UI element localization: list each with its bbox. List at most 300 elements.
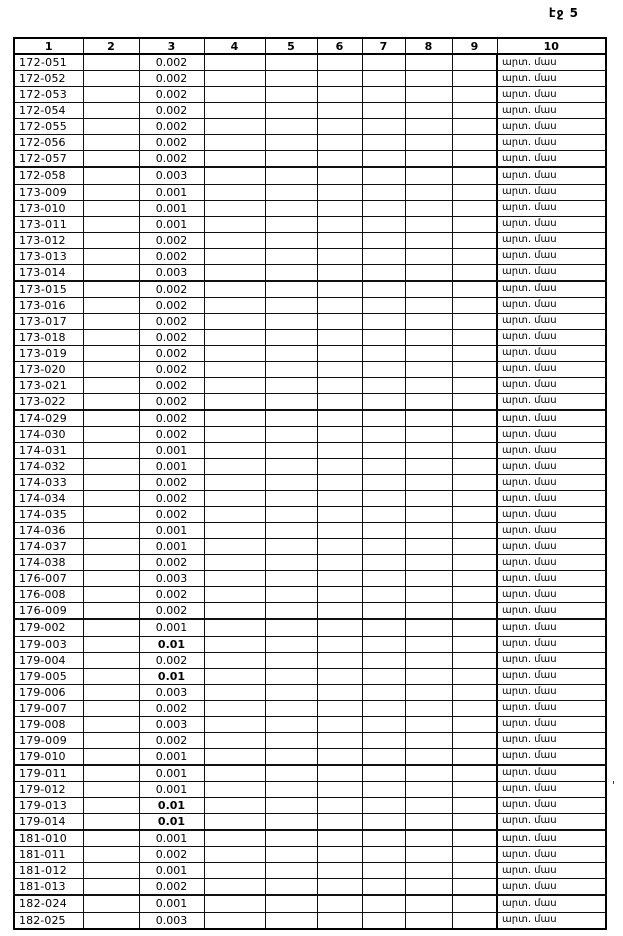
empty-cell	[452, 103, 497, 119]
empty-cell	[405, 216, 452, 232]
table-row	[14, 668, 606, 684]
empty-cell	[265, 410, 317, 427]
column-header: 5	[265, 38, 317, 54]
row-code-cell: 182-024	[14, 895, 83, 912]
empty-cell	[317, 329, 362, 345]
empty-cell	[362, 813, 405, 830]
empty-cell	[265, 863, 317, 879]
empty-cell	[265, 523, 317, 539]
row-value-cell: 0.002	[139, 71, 204, 87]
empty-cell	[405, 232, 452, 248]
row-note-cell: արտ. մաս	[497, 427, 606, 443]
row-value-cell: 0.002	[139, 281, 204, 298]
empty-cell	[83, 71, 139, 87]
row-note-cell: արտ. մաս	[497, 377, 606, 393]
empty-cell	[362, 216, 405, 232]
table-row	[14, 507, 606, 523]
row-value-cell: 0.002	[139, 491, 204, 507]
row-note-cell: արտ. մաս	[497, 491, 606, 507]
empty-cell	[83, 684, 139, 700]
empty-cell	[317, 507, 362, 523]
column-header: 6	[317, 38, 362, 54]
row-code-cell: 179-014	[14, 813, 83, 830]
empty-cell	[83, 297, 139, 313]
row-value-cell: 0.002	[139, 119, 204, 135]
empty-cell	[204, 700, 265, 716]
row-value-cell: 0.002	[139, 475, 204, 491]
empty-cell	[317, 700, 362, 716]
table-row	[14, 716, 606, 732]
empty-cell	[83, 313, 139, 329]
empty-cell	[452, 281, 497, 298]
table-row	[14, 297, 606, 313]
data-table	[13, 37, 607, 930]
empty-cell	[317, 523, 362, 539]
row-value-cell: 0.002	[139, 54, 204, 71]
empty-cell	[204, 797, 265, 813]
empty-cell	[83, 119, 139, 135]
row-note-cell: արտ. մաս	[497, 781, 606, 797]
empty-cell	[362, 135, 405, 151]
empty-cell	[265, 491, 317, 507]
empty-cell	[362, 716, 405, 732]
empty-cell	[83, 523, 139, 539]
table-row	[14, 571, 606, 587]
empty-cell	[452, 329, 497, 345]
empty-cell	[83, 555, 139, 571]
row-code-cell: 176-007	[14, 571, 83, 587]
row-code-cell: 174-036	[14, 523, 83, 539]
empty-cell	[362, 700, 405, 716]
row-value-cell: 0.002	[139, 603, 204, 620]
row-code-cell: 173-018	[14, 329, 83, 345]
column-header: 9	[452, 38, 497, 54]
empty-cell	[265, 700, 317, 716]
row-note-cell: արտ. մաս	[497, 863, 606, 879]
table-row	[14, 636, 606, 652]
empty-cell	[265, 184, 317, 200]
empty-cell	[362, 103, 405, 119]
empty-cell	[317, 184, 362, 200]
empty-cell	[405, 863, 452, 879]
row-value-cell: 0.002	[139, 87, 204, 103]
row-note-cell: արտ. մաս	[497, 281, 606, 298]
empty-cell	[83, 345, 139, 361]
row-code-cell: 179-007	[14, 700, 83, 716]
empty-cell	[405, 895, 452, 912]
empty-cell	[204, 587, 265, 603]
column-header: 4	[204, 38, 265, 54]
empty-cell	[317, 119, 362, 135]
row-code-cell: 174-033	[14, 475, 83, 491]
empty-cell	[452, 393, 497, 410]
empty-cell	[83, 619, 139, 636]
empty-cell	[265, 71, 317, 87]
empty-cell	[362, 797, 405, 813]
row-code-cell: 173-012	[14, 232, 83, 248]
empty-cell	[204, 539, 265, 555]
empty-cell	[405, 248, 452, 264]
empty-cell	[265, 587, 317, 603]
empty-cell	[405, 603, 452, 620]
row-value-cell: 0.002	[139, 732, 204, 748]
row-note-cell: արտ. մաս	[497, 847, 606, 863]
row-value-cell: 0.002	[139, 410, 204, 427]
row-value-cell: 0.002	[139, 135, 204, 151]
empty-cell	[317, 813, 362, 830]
empty-cell	[317, 167, 362, 184]
empty-cell	[317, 684, 362, 700]
empty-cell	[265, 200, 317, 216]
table-row	[14, 523, 606, 539]
empty-cell	[265, 603, 317, 620]
empty-cell	[405, 281, 452, 298]
empty-cell	[265, 619, 317, 636]
empty-cell	[317, 636, 362, 652]
empty-cell	[83, 716, 139, 732]
empty-cell	[362, 377, 405, 393]
empty-cell	[204, 281, 265, 298]
row-value-cell: 0.003	[139, 167, 204, 184]
empty-cell	[362, 410, 405, 427]
empty-cell	[317, 863, 362, 879]
empty-cell	[405, 539, 452, 555]
empty-cell	[83, 281, 139, 298]
empty-cell	[204, 571, 265, 587]
row-code-cell: 179-003	[14, 636, 83, 652]
row-note-cell: արտ. մաս	[497, 555, 606, 571]
empty-cell	[405, 636, 452, 652]
row-code-cell: 179-005	[14, 668, 83, 684]
empty-cell	[204, 716, 265, 732]
empty-cell	[362, 781, 405, 797]
row-value-cell: 0.001	[139, 863, 204, 879]
empty-cell	[405, 377, 452, 393]
empty-cell	[405, 119, 452, 135]
empty-cell	[362, 830, 405, 847]
row-value-cell: 0.001	[139, 748, 204, 765]
empty-cell	[265, 443, 317, 459]
empty-cell	[362, 232, 405, 248]
row-note-cell: արտ. մաս	[497, 507, 606, 523]
empty-cell	[452, 410, 497, 427]
empty-cell	[204, 119, 265, 135]
empty-cell	[405, 459, 452, 475]
empty-cell	[405, 427, 452, 443]
row-note-cell: արտ. մաս	[497, 313, 606, 329]
row-code-cell: 179-008	[14, 716, 83, 732]
row-value-cell: 0.002	[139, 427, 204, 443]
table-row	[14, 184, 606, 200]
row-note-cell: արտ. մաս	[497, 571, 606, 587]
empty-cell	[452, 135, 497, 151]
row-note-cell: արտ. մաս	[497, 668, 606, 684]
row-note-cell: արտ. մաս	[497, 393, 606, 410]
empty-cell	[452, 523, 497, 539]
empty-cell	[317, 377, 362, 393]
row-value-cell: 0.002	[139, 377, 204, 393]
empty-cell	[83, 410, 139, 427]
row-code-cell: 174-030	[14, 427, 83, 443]
row-value-cell: 0.001	[139, 184, 204, 200]
row-code-cell: 179-013	[14, 797, 83, 813]
row-note-cell: արտ. մաս	[497, 135, 606, 151]
empty-cell	[317, 895, 362, 912]
empty-cell	[204, 313, 265, 329]
empty-cell	[317, 135, 362, 151]
row-code-cell: 181-011	[14, 847, 83, 863]
empty-cell	[405, 587, 452, 603]
empty-cell	[83, 912, 139, 929]
empty-cell	[204, 393, 265, 410]
table-row	[14, 119, 606, 135]
row-note-cell: արտ. մաս	[497, 813, 606, 830]
empty-cell	[452, 427, 497, 443]
empty-cell	[265, 732, 317, 748]
row-note-cell: արտ. մաս	[497, 475, 606, 491]
empty-cell	[204, 863, 265, 879]
row-note-cell: արտ. մաս	[497, 329, 606, 345]
empty-cell	[405, 716, 452, 732]
table-row	[14, 830, 606, 847]
empty-cell	[83, 459, 139, 475]
page-number: էջ 5	[548, 6, 579, 20]
row-code-cell: 173-010	[14, 200, 83, 216]
row-note-cell: արտ. մաս	[497, 410, 606, 427]
row-code-cell: 179-010	[14, 748, 83, 765]
row-value-cell: 0.002	[139, 847, 204, 863]
table-row	[14, 732, 606, 748]
empty-cell	[317, 427, 362, 443]
empty-cell	[405, 830, 452, 847]
empty-cell	[452, 216, 497, 232]
row-code-cell: 174-031	[14, 443, 83, 459]
empty-cell	[317, 87, 362, 103]
column-header: 7	[362, 38, 405, 54]
row-note-cell: արտ. մաս	[497, 603, 606, 620]
empty-cell	[452, 264, 497, 281]
row-note-cell: արտ. մաս	[497, 732, 606, 748]
row-code-cell: 172-051	[14, 54, 83, 71]
row-note-cell: արտ. մաս	[497, 652, 606, 668]
empty-cell	[204, 603, 265, 620]
empty-cell	[204, 847, 265, 863]
empty-cell	[265, 684, 317, 700]
row-note-cell: արտ. մաս	[497, 636, 606, 652]
empty-cell	[362, 523, 405, 539]
empty-cell	[317, 345, 362, 361]
empty-cell	[452, 151, 497, 168]
empty-cell	[362, 427, 405, 443]
row-note-cell: արտ. մաս	[497, 119, 606, 135]
empty-cell	[265, 54, 317, 71]
empty-cell	[204, 410, 265, 427]
table-row	[14, 281, 606, 298]
table-row	[14, 329, 606, 345]
empty-cell	[265, 427, 317, 443]
row-value-cell: 0.01	[139, 668, 204, 684]
empty-cell	[317, 248, 362, 264]
empty-cell	[317, 797, 362, 813]
empty-cell	[265, 135, 317, 151]
table-row	[14, 54, 606, 71]
row-value-cell: 0.003	[139, 716, 204, 732]
row-value-cell: 0.002	[139, 507, 204, 523]
empty-cell	[204, 54, 265, 71]
empty-cell	[405, 184, 452, 200]
empty-cell	[452, 539, 497, 555]
table-row	[14, 87, 606, 103]
empty-cell	[362, 571, 405, 587]
empty-cell	[362, 71, 405, 87]
empty-cell	[362, 507, 405, 523]
empty-cell	[317, 830, 362, 847]
row-code-cell: 179-011	[14, 765, 83, 782]
empty-cell	[362, 619, 405, 636]
empty-cell	[204, 443, 265, 459]
empty-cell	[405, 87, 452, 103]
row-value-cell: 0.01	[139, 797, 204, 813]
row-value-cell: 0.001	[139, 539, 204, 555]
table-row	[14, 813, 606, 830]
empty-cell	[265, 912, 317, 929]
empty-cell	[317, 297, 362, 313]
row-code-cell: 173-016	[14, 297, 83, 313]
table-row	[14, 491, 606, 507]
empty-cell	[405, 71, 452, 87]
empty-cell	[265, 539, 317, 555]
row-code-cell: 172-054	[14, 103, 83, 119]
empty-cell	[452, 377, 497, 393]
empty-cell	[452, 700, 497, 716]
empty-cell	[204, 459, 265, 475]
row-value-cell: 0.002	[139, 879, 204, 896]
empty-cell	[83, 765, 139, 782]
table-row	[14, 167, 606, 184]
table-row	[14, 912, 606, 929]
empty-cell	[83, 184, 139, 200]
empty-cell	[362, 555, 405, 571]
table-row	[14, 345, 606, 361]
empty-cell	[83, 393, 139, 410]
row-code-cell: 174-029	[14, 410, 83, 427]
table-row	[14, 443, 606, 459]
empty-cell	[83, 491, 139, 507]
empty-cell	[452, 232, 497, 248]
row-value-cell: 0.002	[139, 587, 204, 603]
empty-cell	[362, 443, 405, 459]
empty-cell	[83, 879, 139, 896]
row-note-cell: արտ. մաս	[497, 297, 606, 313]
row-note-cell: արտ. մաս	[497, 797, 606, 813]
empty-cell	[452, 555, 497, 571]
empty-cell	[452, 684, 497, 700]
row-code-cell: 179-009	[14, 732, 83, 748]
empty-cell	[317, 475, 362, 491]
empty-cell	[265, 475, 317, 491]
empty-cell	[452, 716, 497, 732]
empty-cell	[204, 668, 265, 684]
row-value-cell: 0.001	[139, 781, 204, 797]
row-note-cell: արտ. մաս	[497, 361, 606, 377]
empty-cell	[317, 619, 362, 636]
row-note-cell: արտ. մաս	[497, 830, 606, 847]
empty-cell	[452, 167, 497, 184]
empty-cell	[452, 879, 497, 896]
empty-cell	[204, 491, 265, 507]
row-code-cell: 176-008	[14, 587, 83, 603]
row-value-cell: 0.001	[139, 443, 204, 459]
table-row	[14, 377, 606, 393]
empty-cell	[362, 264, 405, 281]
empty-cell	[83, 603, 139, 620]
empty-cell	[405, 765, 452, 782]
empty-cell	[362, 732, 405, 748]
empty-cell	[405, 813, 452, 830]
empty-cell	[452, 491, 497, 507]
table-row	[14, 71, 606, 87]
row-note-cell: արտ. մաս	[497, 539, 606, 555]
table-row	[14, 700, 606, 716]
row-code-cell: 181-010	[14, 830, 83, 847]
row-note-cell: արտ. մաս	[497, 216, 606, 232]
empty-cell	[204, 912, 265, 929]
empty-cell	[362, 167, 405, 184]
empty-cell	[265, 119, 317, 135]
empty-cell	[405, 700, 452, 716]
table-row	[14, 684, 606, 700]
empty-cell	[405, 555, 452, 571]
row-note-cell: արտ. մաս	[497, 523, 606, 539]
empty-cell	[317, 216, 362, 232]
empty-cell	[452, 587, 497, 603]
empty-cell	[405, 200, 452, 216]
empty-cell	[405, 135, 452, 151]
empty-cell	[362, 361, 405, 377]
empty-cell	[405, 167, 452, 184]
row-code-cell: 173-011	[14, 216, 83, 232]
empty-cell	[405, 361, 452, 377]
empty-cell	[452, 847, 497, 863]
row-code-cell: 172-056	[14, 135, 83, 151]
empty-cell	[265, 151, 317, 168]
row-value-cell: 0.002	[139, 393, 204, 410]
empty-cell	[452, 863, 497, 879]
row-value-cell: 0.003	[139, 912, 204, 929]
empty-cell	[362, 863, 405, 879]
empty-cell	[405, 571, 452, 587]
table-row	[14, 847, 606, 863]
empty-cell	[405, 668, 452, 684]
row-value-cell: 0.002	[139, 652, 204, 668]
column-header: 3	[139, 38, 204, 54]
empty-cell	[83, 830, 139, 847]
empty-cell	[265, 281, 317, 298]
empty-cell	[265, 87, 317, 103]
empty-cell	[362, 281, 405, 298]
empty-cell	[452, 345, 497, 361]
row-value-cell: 0.001	[139, 459, 204, 475]
empty-cell	[317, 603, 362, 620]
empty-cell	[265, 216, 317, 232]
empty-cell	[204, 232, 265, 248]
empty-cell	[265, 847, 317, 863]
row-note-cell: արտ. մաս	[497, 232, 606, 248]
empty-cell	[405, 847, 452, 863]
empty-cell	[265, 248, 317, 264]
empty-cell	[204, 248, 265, 264]
empty-cell	[317, 443, 362, 459]
